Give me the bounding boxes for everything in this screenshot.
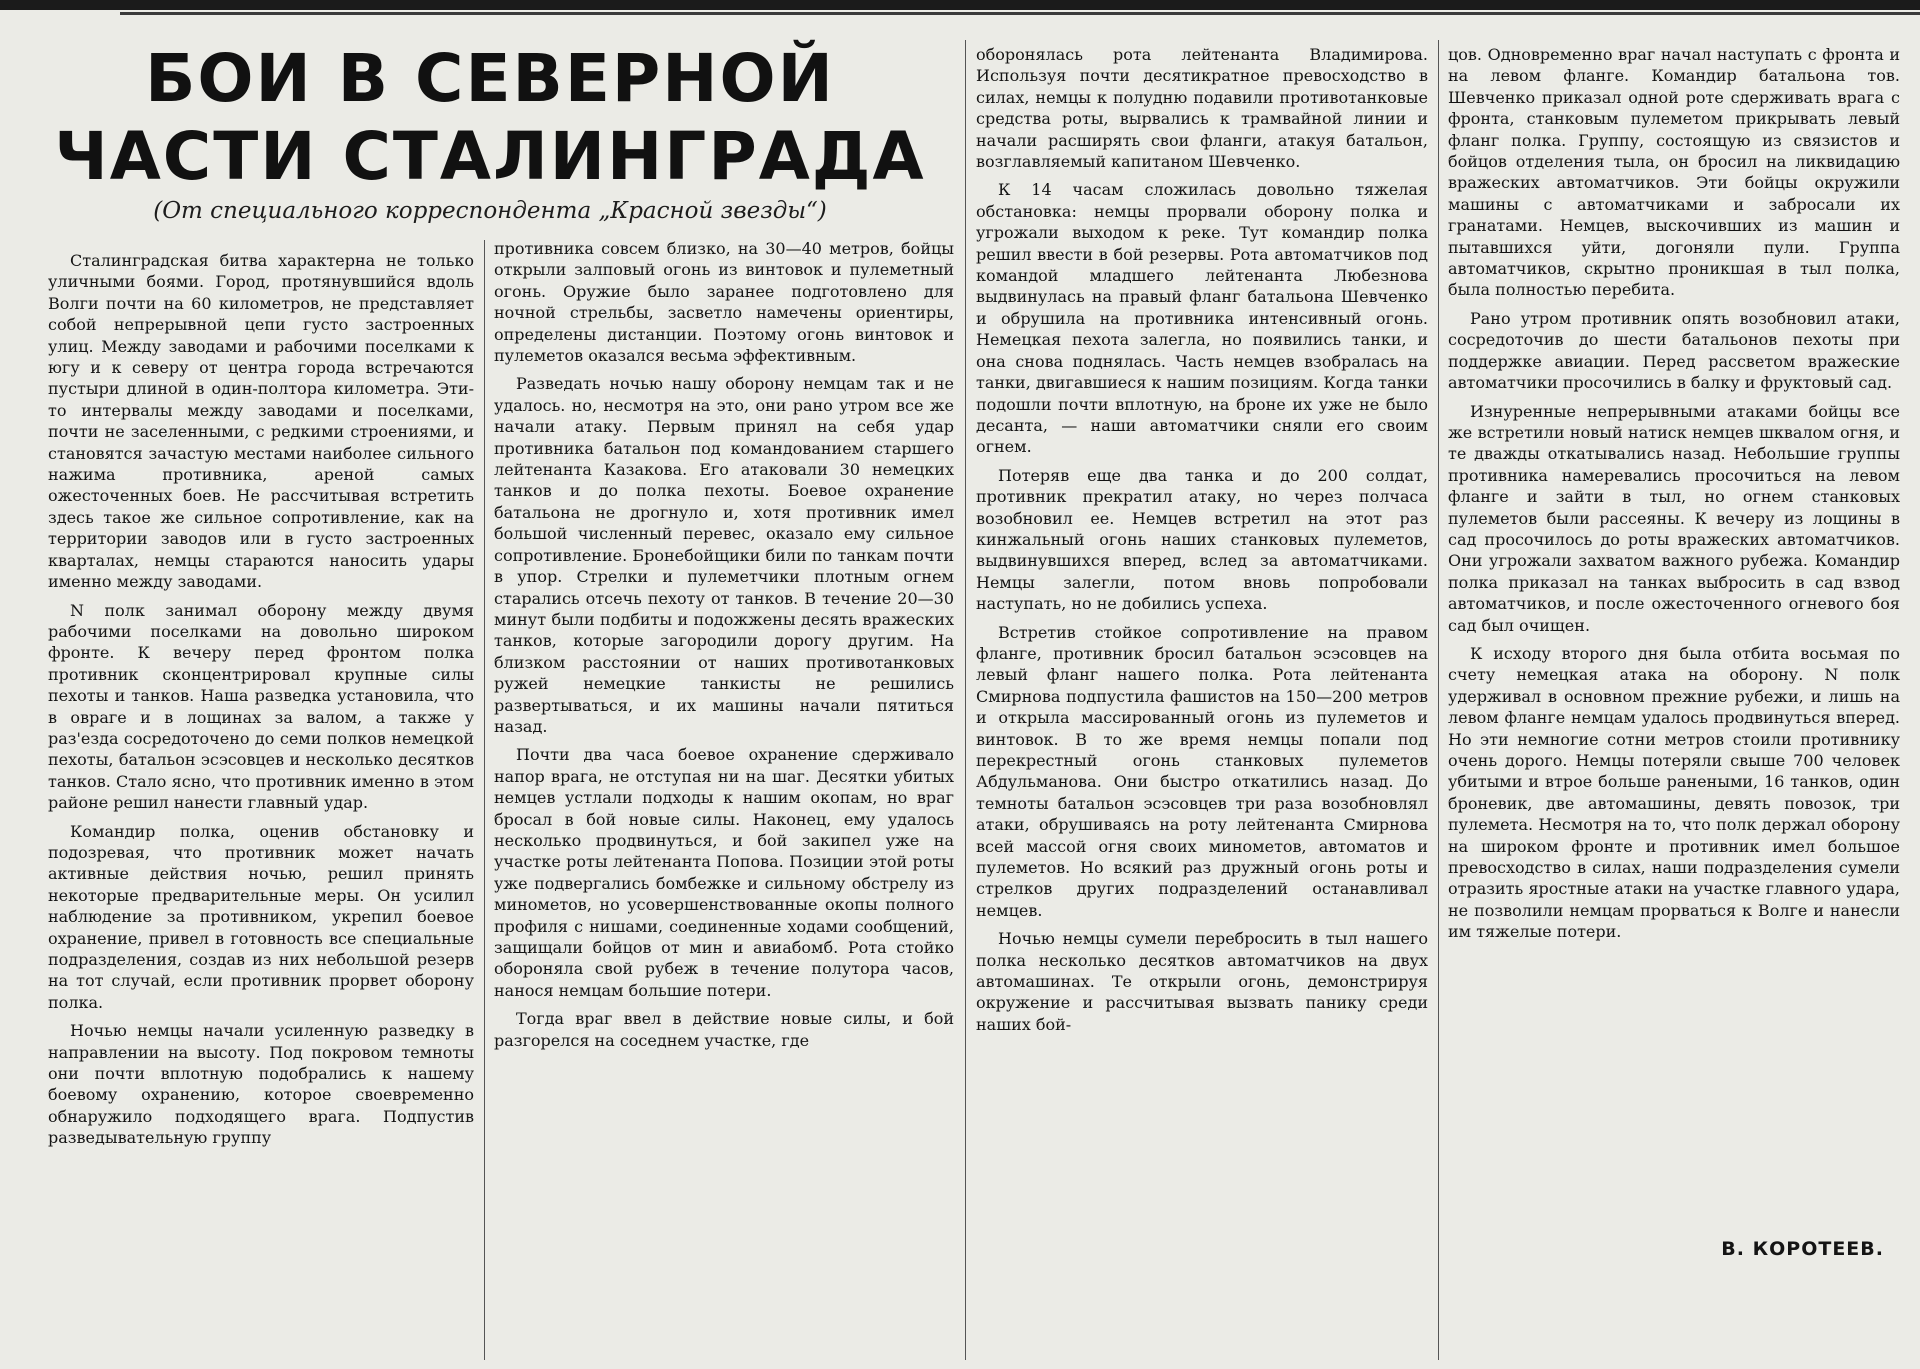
article-paragraph: Тогда враг ввел в действие новые силы, и бой разгорелся на соседнем участке, где <box>494 1009 954 1050</box>
article-paragraph: цов. Одновременно враг начал наступать с фронта и на левом фланге. Командир батальона тов. Шевченко приказал одной роте сдерживать врага с фронта, станковым пулеметом прикрывать левый фланг полка. Группу, состоящую из связистов и бойцов отделения тыла, он бросил на ликвидацию вражеских автоматчиков. Эти бойцы окружили машины с автоматчиками и забросали их гранатами. Немцев, выскочивших из машин и пытавшихся уйти, догоняли пули. Группа автоматчиков, скрытно проникшая в тыл полка, была полностью перебита. <box>1448 45 1900 300</box>
article-paragraph: Сталинградская битва характерна не только уличными боями. Город, протянувшийся вдоль Волги почти на 60 километров, не представляет собой непрерывной цепи густо застроенных улиц. Между заводами и рабочими поселками к югу и к северу от центра города встречаются пустыри длиной в один-полтора километра. Эти-то интервалы между заводами и поселками, почти не заселенными, с редкими строениями, и становятся зачастую местами наиболее сильного нажима противника, ареной самых ожесточенных боев. Не рассчитывая встретить здесь такое же сильное сопротивление, как на территории заводов или в густо застроенных кварталах, немцы стараются наносить удары именно между заводами. <box>48 251 474 592</box>
article-paragraph: Ночью немцы сумели перебросить в тыл нашего полка несколько десятков автоматчиков на двух автомашинах. Те открыли огонь, демонстрируя окружение и рассчитывая вызвать панику среди наших бой- <box>976 929 1428 1034</box>
column-divider <box>965 40 966 1360</box>
article-paragraph: Рано утром противник опять возобновил атаки, сосредоточив до шести батальонов пехоты при поддержке авиации. Перед рассветом вражеские автоматчики просочились в балку и фруктовый сад. <box>1448 308 1900 393</box>
article-paragraph: Командир полка, оценив обстановку и подозревая, что противник может начать активные действия ночью, решил принять некоторые предварительные меры. Он усилил наблюдение за противником, укрепил боевое охранение, привел в готовность все специальные подразделения, создав из них небольшой резерв на тот случай, если противник прорвет оборону полка. <box>48 821 474 1012</box>
article-paragraph: Встретив стойкое сопротивление на правом фланге, противник бросил батальон эсэсовцев на левый фланг нашего полка. Рота лейтенанта Смирнова подпустила фашистов на 150—200 метров и открыла массированный огонь из пулеметов и винтовок. В то же время немцы попали под перекрестный огонь станковых пулеметов Абдульманова. Они быстро откатились назад. До темноты батальон эсэсовцев три раза возобновлял атаки, обрушиваясь на роту лейтенанта Смирнова всей массой огня своих минометов, автоматов и пулеметов. Но всякий раз дружный огонь роты и стрелков других подразделений останавливал немцев. <box>976 622 1428 920</box>
article-paragraph: оборонялась рота лейтенанта Владимирова. Используя почти десятикратное превосходство в силах, немцы к полудню подавили противотанковые средства роты, вырвались к трамвайной линии и начали расширять свои фланги, атакуя батальон, возглавляемый капитаном Шевченко. <box>976 45 1428 172</box>
article-column-3 <box>976 44 1428 1350</box>
article-column-1 <box>48 250 474 1350</box>
article-paragraph: Потеряв еще два танка и до 200 солдат, противник прекратил атаку, но через полчаса возобновил ее. Немцев встретил на этот раз кинжальный огонь наших станковых пулеметов, выдвинувшихся вперед, вслед за автоматчиками. Немцы залегли, потом вновь попробовали наступать, но не добились успеха. <box>976 465 1428 614</box>
article-paragraph: К 14 часам сложилась довольно тяжелая обстановка: немцы прорвали оборону полка и угрожали выходом к реке. Тут командир полка решил ввести в бой резервы. Рота автоматчиков под командой младшего лейтенанта Любезнова выдвинулась на правый фланг батальона Шевченко и обрушила на противника интенсивный огонь. Немецкая пехота залегла, но появились танки, и она снова поднялась. Часть немцев взобралась на танки, двигавшиеся к нашим позициям. Когда танки подошли почти вплотную, на броне их уже не было десанта, — наши автоматчики сняли его своим огнем. <box>976 180 1428 457</box>
article-paragraph: Ночью немцы начали усиленную разведку в направлении на высоту. Под покровом темноты они почти вплотную подобрались к нашему боевому охранению, которое своевременно обнаружило подходящего врага. Подпустив разведывательную группу <box>48 1021 474 1148</box>
article-paragraph: противника совсем близко, на 30—40 метров, бойцы открыли залповый огонь из винтовок и пулеметный огонь. Оружие было заранее подготовлено для ночной стрельбы, засветло намечены ориентиры, определены дистанции. Поэтому огонь винтовок и пулеметов оказался весьма эффективным. <box>494 239 954 366</box>
article-paragraph: Разведать ночью нашу оборону немцам так и не удалось. но, несмотря на это, они рано утром все же начали атаку. Первым принял на себя удар противника батальон под командованием старшего лейтенанта Казакова. Его атаковали 30 немецких танков и до полка пехоты. Боевое охранение батальона не дрогнуло и, хотя противник имел большой численный перевес, оказало ему сильное сопротивление. Бронебойщики били по танкам почти в упор. Стрелки и пулеметчики плотным огнем старались отсечь пехоту от танков. В течение 20—30 минут были подбиты и подожжены десять вражеских танков, которые загородили дорогу другим. На близком расстоянии от наших противотанковых ружей немецкие танкисты не решились развертываться, и их машины начали пятиться назад. <box>494 374 954 736</box>
article-headline: БОИ В СЕВЕРНОЙ ЧАСТИ СТАЛИНГРАДА <box>54 40 926 195</box>
article-byline: (От специального корреспондента „Красной звезды“) <box>153 198 827 224</box>
top-secondary-rule <box>120 12 1920 15</box>
article-paragraph: N полк занимал оборону между двумя рабочими поселками на довольно широком фронте. К вечеру перед фронтом полка противник сконцентрировал крупные силы пехоты и танков. Наша разведка установила, что в овраге и в лощинах за валом, а также у раз'езда сосредоточено до семи полков немецкой пехоты, батальон эсэсовцев и несколько десятков танков. Стало ясно, что противник именно в этом районе решил нанести главный удар. <box>48 600 474 813</box>
article-column-4 <box>1448 44 1900 1350</box>
author-signature: В. КОРОТЕЕВ. <box>1721 1238 1884 1260</box>
top-border-rule <box>0 0 1920 10</box>
article-column-2 <box>494 238 954 1350</box>
column-divider <box>1438 40 1439 1360</box>
article-paragraph: Изнуренные непрерывными атаками бойцы все же встретили новый натиск немцев шквалом огня, и те дважды откатывались назад. Небольшие группы противника намеревались просочиться на левом фланге и зайти в тыл, но огнем станковых пулеметов были рассеяны. К вечеру из лощины в сад просочилось до роты вражеских автоматчиков. Они угрожали захватом важного рубежа. Командир полка приказал на танках выбросить в сад взвод автоматчиков, и после ожесточенного огневого боя сад был очищен. <box>1448 401 1900 635</box>
article-paragraph: Почти два часа боевое охранение сдерживало напор врага, не отступая ни на шаг. Десятки убитых немцев устлали подходы к нашим окопам, но враг бросал в бой новые силы. Наконец, ему удалось несколько продвинуться, и бой закипел уже на участке роты лейтенанта Попова. Позиции этой роты уже подвергались бомбежке и сильному обстрелу из минометов, но усовершенствованные окопы полного профиля с нишами, соединенные ходами сообщений, защищали бойцов от мин и авиабомб. Рота стойко обороняла свой рубеж в течение полутора часов, нанося немцам большие потери. <box>494 745 954 1000</box>
column-divider <box>484 240 485 1360</box>
article-paragraph: К исходу второго дня была отбита восьмая по счету немецкая атака на оборону. N полк удерживал в основном прежние рубежи, и лишь на левом фланге немцам удалось продвинуться вперед. Но эти немногие сотни метров стоили противнику очень дорого. Немцы потеряли свыше 700 человек убитыми и втрое больше ранеными, 16 танков, один броневик, две автомашины, девять повозок, три пулемета. Несмотря на то, что полк держал оборону на широком фронте и противник имел большое превосходство в силах, наши подразделения сумели отразить яростные атаки на участке главного удара, не позволили немцам прорваться к Волге и нанесли им тяжелые потери. <box>1448 643 1900 942</box>
